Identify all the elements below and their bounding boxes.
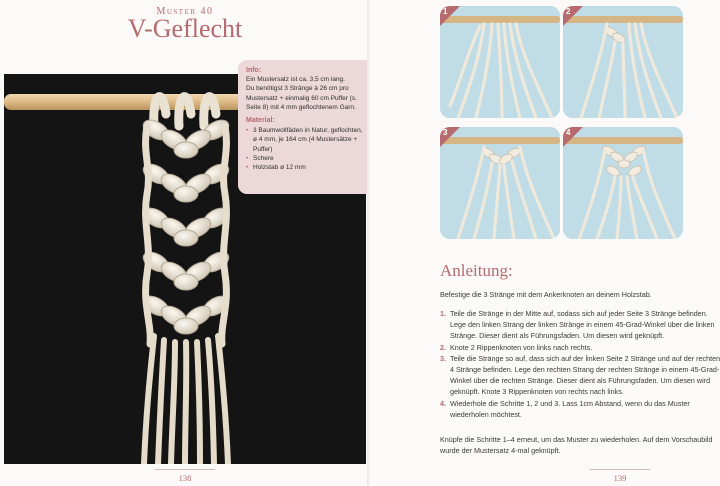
material-heading: Material: — [246, 117, 275, 125]
instruction-list — [440, 308, 720, 420]
page-number-right: 139 — [590, 469, 650, 483]
instruction-text: Teile die Stränge so auf, dass sich auf der linken Seite 2 Stränge und auf der rechten 4 Stränge befinden. Lege den rechten Strang der rechten Stränge in einem 45-Grad-Winkel über die rechten Stränge. Dieser dient als Führungsfaden. Um diesen wird geknüpft. Knote 3 Rippenknoten von rechts nach links. — [450, 353, 720, 397]
step-number: 4 — [566, 128, 571, 137]
page-number-left: 138 — [155, 469, 215, 483]
page-title: V-Geflecht — [127, 14, 243, 43]
step-number: 2 — [566, 7, 571, 16]
instruction-item — [440, 398, 720, 420]
instruction-item — [440, 342, 720, 353]
material-item: • Schere — [246, 154, 367, 163]
pattern-series-label: Muster 40 — [156, 6, 214, 17]
material-item: • 3 Baumwollfäden in Natur, geflochten, ø 4 mm, je 164 cm (4 Mustersätze + Puffer) — [246, 126, 367, 154]
instruction-number: 1. — [440, 309, 446, 318]
step-number: 1 — [443, 7, 448, 16]
outro-text: Knüpfe die Schritte 1–4 erneut, um das Muster zu wiederholen. Auf dem Vorschaubild wurde der Mustersatz 4-mal geknüpft. — [440, 435, 713, 456]
instruction-text: Wiederhole die Schritte 1, 2 und 3. Lass 1cm Abstand, wenn du das Muster wiederholen möchtest. — [450, 398, 690, 419]
step-photo-4 — [563, 127, 683, 239]
step-photo-1 — [440, 6, 560, 118]
intro-text: Befestige die 3 Stränge mit dem Ankerknoten an deinem Holzstab. — [440, 290, 652, 299]
instruction-number: 4. — [440, 398, 446, 408]
info-box — [238, 60, 375, 194]
info-length: Ein Mustersatz ist ca. 3,5 cm lang. — [246, 76, 345, 84]
info-strands: Du benötigst 3 Stränge à 26 cm pro Mustersatz + einmalig 60 cm Puffer (s. Seite 8) mit 4 mm geflochtenem Garn. — [246, 85, 357, 111]
step-photo-2 — [563, 6, 683, 118]
instruction-number: 3. — [440, 353, 446, 363]
material-item: • Holzstab ø 12 mm — [246, 163, 367, 172]
step-photo-3 — [440, 127, 560, 239]
instructions-heading: Anleitung: — [440, 261, 513, 280]
step-number: 3 — [443, 128, 448, 137]
instruction-text: Teile die Stränge in der Mitte auf, sodass sich auf jeder Seite 3 Stränge befinden. Lege den linken Strang der linken Stränge in einem 45-Grad-Winkel über die linken Stränge. Dieser dient als Führungsfaden. Um diesen wird geknüpft. — [450, 309, 715, 341]
instruction-number: 2. — [440, 342, 446, 352]
instruction-item — [440, 308, 720, 342]
instruction-item — [440, 353, 720, 398]
info-heading: Info: — [246, 67, 262, 74]
material-list — [246, 126, 367, 172]
instruction-text: Knote 2 Rippenknoten von links nach rechts. — [450, 342, 593, 352]
